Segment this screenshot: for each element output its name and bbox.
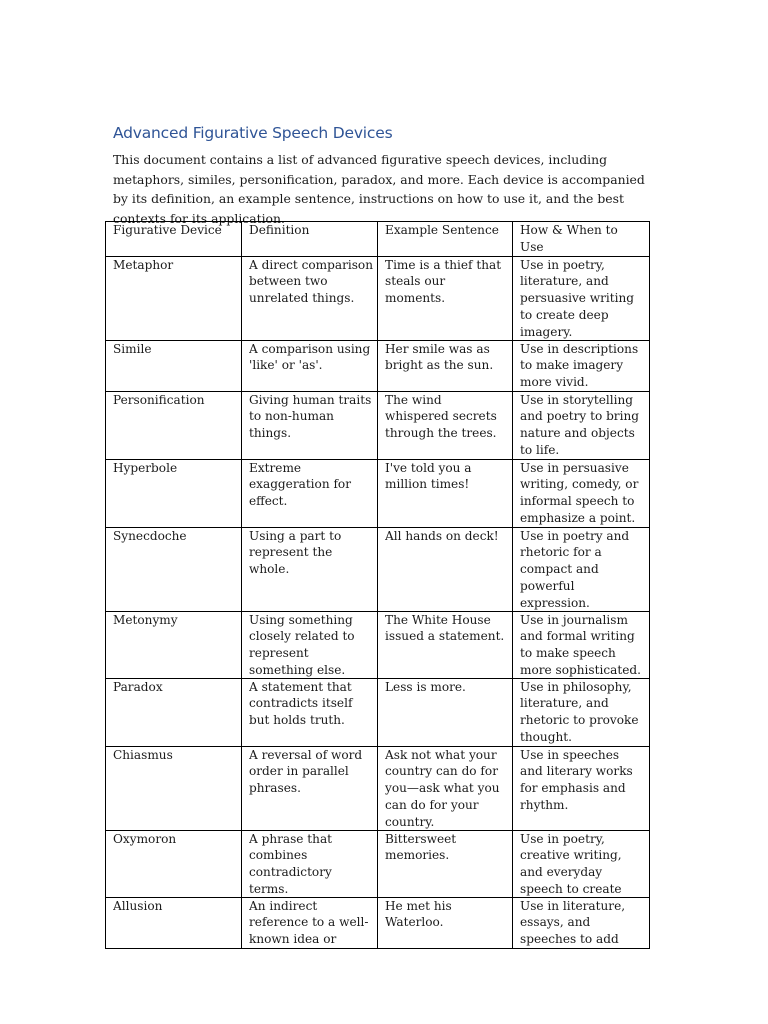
cell-text: Her smile was as bright as the sun. [385, 341, 494, 373]
usage-cell [513, 340, 650, 391]
cell-text: Using something closely related to represent something else. [249, 612, 355, 677]
cell-text: Metaphor [113, 257, 174, 272]
definition-cell [242, 391, 378, 459]
device-name-cell [106, 830, 242, 897]
definition-cell [242, 459, 378, 527]
definition-cell [242, 897, 378, 948]
usage-cell [513, 678, 650, 746]
table-row [106, 897, 650, 948]
example-cell [378, 611, 513, 678]
cell-text: Chiasmus [113, 747, 173, 762]
device-name-cell [106, 678, 242, 746]
device-name-cell [106, 897, 242, 948]
cell-text: Allusion [113, 898, 163, 913]
cell-text: An indirect reference to a well-known idea or [249, 898, 369, 947]
definition-cell [242, 340, 378, 391]
cell-text: Use in poetry, creative writing, and everyday speech to create [520, 831, 622, 896]
figurative-devices-table [105, 221, 650, 949]
usage-cell [513, 830, 650, 897]
cell-text: A statement that contradicts itself but holds truth. [249, 679, 353, 728]
example-cell [378, 830, 513, 897]
definition-cell [242, 678, 378, 746]
cell-text: Metonymy [113, 612, 178, 627]
table-row [106, 678, 650, 746]
cell-text: The White House issued a statement. [385, 612, 505, 644]
definition-cell [242, 611, 378, 678]
cell-text: Simile [113, 341, 152, 356]
cell-text: Using a part to represent the whole. [249, 528, 342, 577]
header-cell: Example Sentence [378, 222, 513, 257]
intro-paragraph: This document contains a list of advanced figurative speech devices, including metaphors, similes, personification, paradox, and more. Each device is accompanied by its definition, an example sentence, instructions on how to use it, and the best contexts for its application. [113, 152, 645, 226]
table-row [106, 527, 650, 611]
cell-text: Hyperbole [113, 460, 178, 475]
table-row [106, 830, 650, 897]
table-row [106, 459, 650, 527]
example-cell [378, 746, 513, 830]
definition-cell [242, 830, 378, 897]
cell-text: Use in poetry, literature, and persuasive writing to create deep imagery. [520, 257, 635, 339]
cell-text: Extreme exaggeration for effect. [249, 460, 351, 509]
device-name-cell [106, 611, 242, 678]
usage-cell [513, 611, 650, 678]
example-cell [378, 391, 513, 459]
table-row [106, 340, 650, 391]
document-title: Advanced Figurative Speech Devices [113, 124, 393, 142]
device-name-cell [106, 459, 242, 527]
cell-text: All hands on deck! [385, 528, 499, 543]
header-cell: How & When to Use [513, 222, 650, 257]
definition-cell [242, 527, 378, 611]
example-cell [378, 678, 513, 746]
example-cell [378, 897, 513, 948]
cell-text: Use in speeches and literary works for emphasis and rhythm. [520, 747, 633, 812]
header-cell: Definition [242, 222, 378, 257]
cell-text: Use in descriptions to make imagery more vivid. [520, 341, 639, 390]
cell-text: Personification [113, 392, 205, 407]
header-cell: Figurative Device [106, 222, 242, 257]
device-name-cell [106, 746, 242, 830]
cell-text: A phrase that combines contradictory terms. [249, 831, 333, 896]
cell-text: The wind whispered secrets through the trees. [385, 392, 497, 441]
cell-text: Ask not what your country can do for you—ask what you can do for your country. [385, 747, 500, 829]
usage-cell [513, 391, 650, 459]
table-header-row [106, 222, 650, 257]
usage-cell [513, 527, 650, 611]
device-name-cell [106, 527, 242, 611]
cell-text: A direct comparison between two unrelated things. [249, 257, 373, 306]
cell-text: Use in philosophy, literature, and rhetoric to provoke thought. [520, 679, 639, 744]
example-cell [378, 459, 513, 527]
cell-text: He met his Waterloo. [385, 898, 452, 930]
cell-text: Giving human traits to non-human things. [249, 392, 372, 441]
table-row [106, 746, 650, 830]
cell-text: Use in literature, essays, and speeches to add [520, 898, 626, 947]
table-row [106, 391, 650, 459]
cell-text: Less is more. [385, 679, 466, 694]
device-name-cell [106, 340, 242, 391]
usage-cell [513, 897, 650, 948]
table-row [106, 256, 650, 340]
cell-text: Paradox [113, 679, 163, 694]
cell-text: Synecdoche [113, 528, 187, 543]
cell-text: A comparison using 'like' or 'as'. [249, 341, 371, 373]
cell-text: Bittersweet memories. [385, 831, 457, 863]
usage-cell [513, 459, 650, 527]
cell-text: I've told you a million times! [385, 460, 472, 492]
example-cell [378, 340, 513, 391]
device-name-cell [106, 256, 242, 340]
cell-text: Time is a thief that steals our moments. [385, 257, 502, 306]
usage-cell [513, 256, 650, 340]
example-cell [378, 527, 513, 611]
cell-text: Use in journalism and formal writing to make speech more sophisticated. [520, 612, 641, 677]
cell-text: A reversal of word order in parallel phrases. [249, 747, 363, 796]
cell-text: Use in storytelling and poetry to bring nature and objects to life. [520, 392, 639, 457]
usage-cell [513, 746, 650, 830]
definition-cell [242, 746, 378, 830]
definition-cell [242, 256, 378, 340]
cell-text: Oxymoron [113, 831, 177, 846]
cell-text: Use in poetry and rhetoric for a compact and powerful expression. [520, 528, 630, 610]
device-name-cell [106, 391, 242, 459]
table-row [106, 611, 650, 678]
example-cell [378, 256, 513, 340]
cell-text: Use in persuasive writing, comedy, or informal speech to emphasize a point. [520, 460, 639, 525]
